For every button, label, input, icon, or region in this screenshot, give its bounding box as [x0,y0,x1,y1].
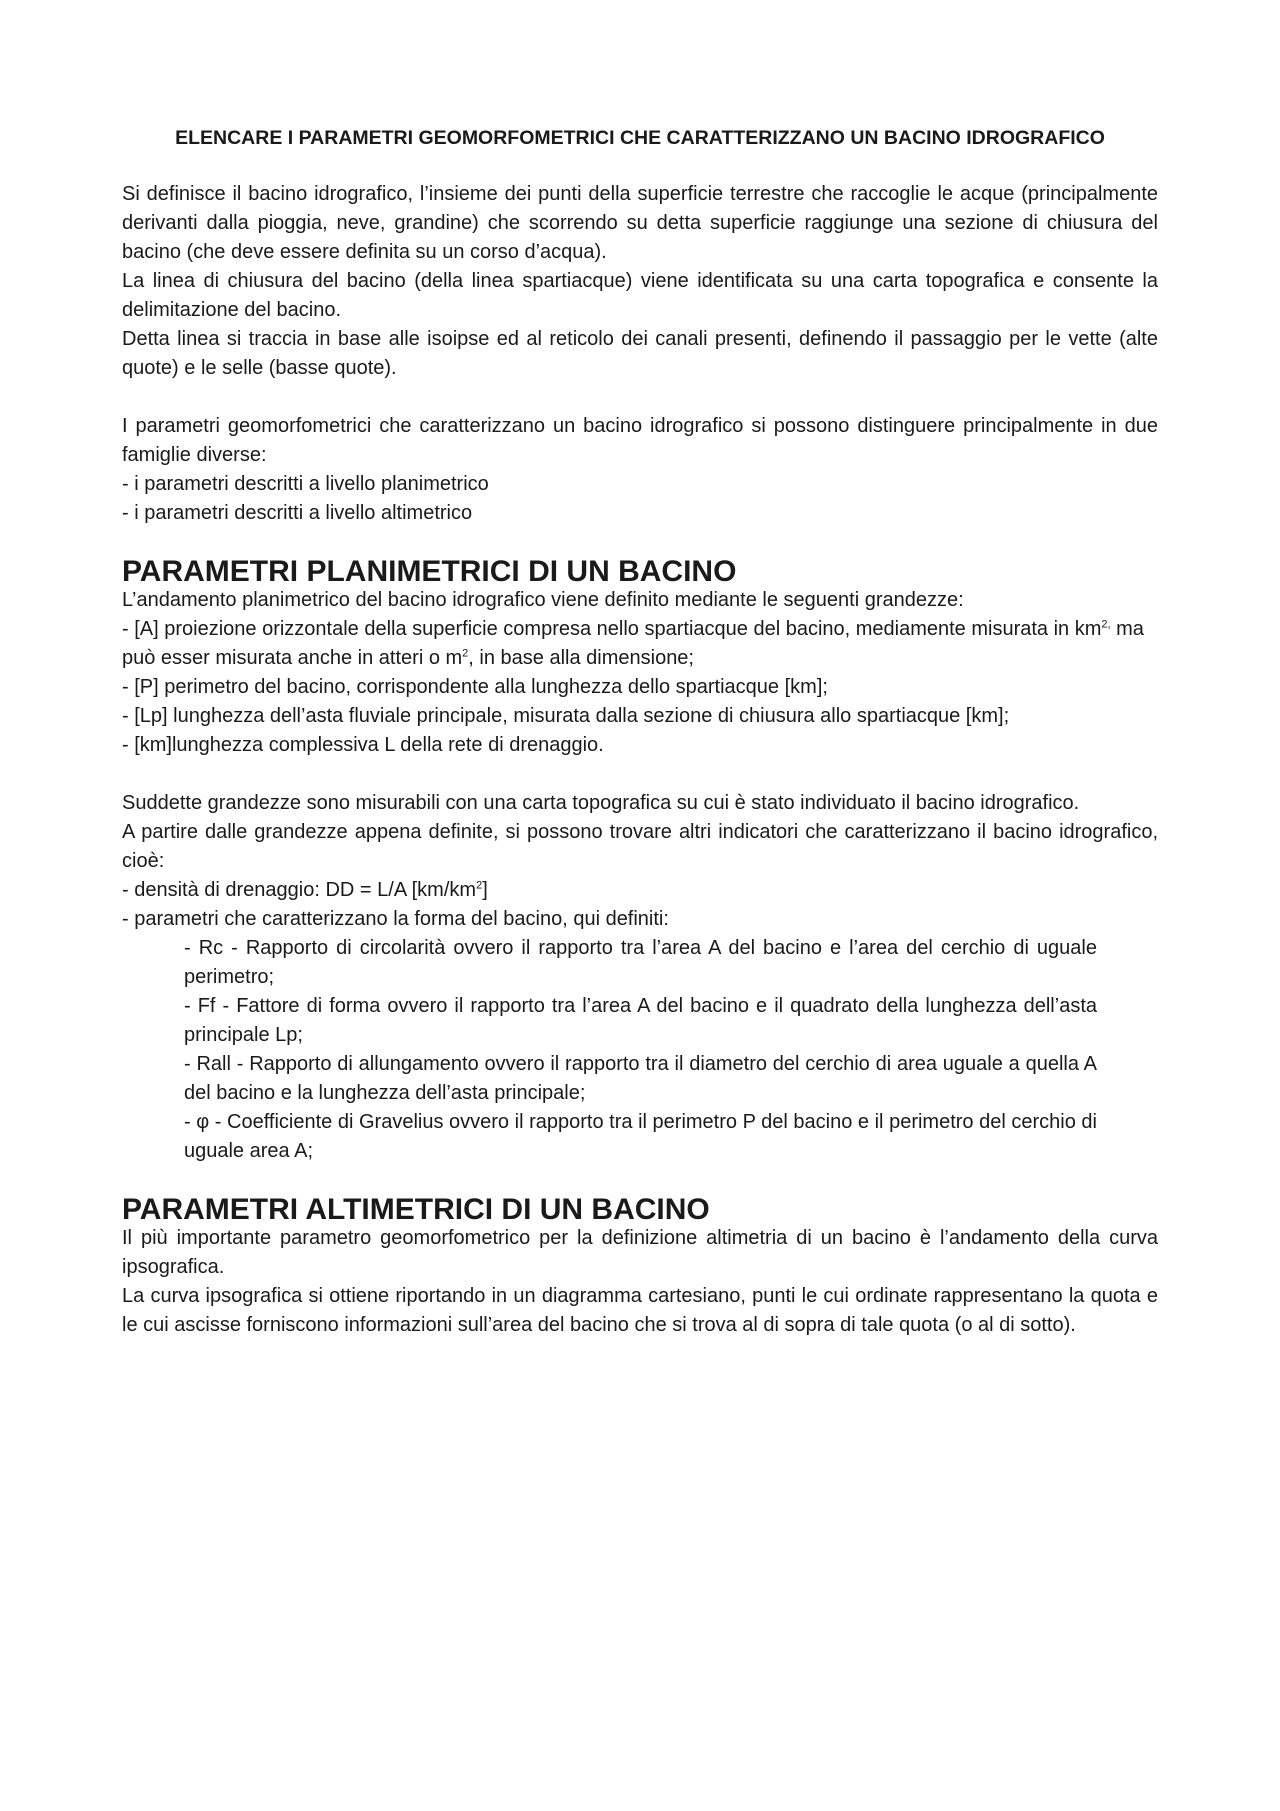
area-text-2: ma può esser misurata anche in atteri o m [122,618,1144,669]
planimetric-item-area [122,615,1158,673]
shape-parameters-list [122,934,1158,1166]
altimetric-paragraph-1: Il più importante parametro geomorfometrico per la definizione altimetria di un bacino è l’andamento della curva ipsografica. [122,1227,1158,1278]
drainage-density-item [122,876,1158,905]
planimetric-section [122,557,1158,760]
altimetric-section [122,1195,1158,1340]
density-text-2: ] [482,879,488,901]
families-paragraph: I parametri geomorfometrici che caratterizzano un bacino idrografico si possono distinguere principalmente in due famiglie diverse: [122,415,1158,466]
indicators-paragraph-2: A partire dalle grandezze appena definite, si possono trovare altri indicatori che caratterizzano il bacino idrografico, cioè: [122,821,1158,872]
planimetric-item-network-length: - [km]lunghezza complessiva L della rete di drenaggio. [122,734,604,756]
density-text-1: - densità di drenaggio: DD = L/A [km/km [122,879,477,901]
density-superscript: 2 [476,879,483,892]
document-title: ELENCARE I PARAMETRI GEOMORFOMETRICI CHE CARATTERIZZANO UN BACINO IDROGRAFICO [175,127,1105,149]
area-text-1: - [A] proiezione orizzontale della superficie compresa nello spartiacque del bacino, mediamente misurata in km [122,618,1102,640]
document-body [122,124,1158,1369]
altimetric-heading: PARAMETRI ALTIMETRICI DI UN BACINO [122,1193,710,1226]
planimetric-heading: PARAMETRI PLANIMETRICI DI UN BACINO [122,555,737,588]
families-section [122,412,1158,528]
area-superscript-2: 2 [462,647,469,660]
intro-paragraph-2: La linea di chiusura del bacino (della linea spartiacque) viene identificata su una carta topografica e consente la delimitazione del bacino. [122,270,1158,321]
intro-paragraph-1: Si definisce il bacino idrografico, l’insieme dei punti della superficie terrestre che raccoglie le acque (principalmente derivanti dalla pioggia, neve, grandine) che scorrendo su detta superficie raggiunge una sezione di chiusura del bacino (che deve essere definita su un corso d’acqua). [122,183,1158,263]
shape-item-rall: - Rall - Rapporto di allungamento ovvero il rapporto tra il diametro del cerchio di area uguale a quella A del bacino e la lunghezza dell’asta principale; [184,1053,1097,1104]
area-superscript-1: 2, [1101,618,1111,631]
planimetric-intro: L’andamento planimetrico del bacino idrografico viene definito mediante le seguenti grandezze: [122,589,964,611]
area-text-3: , in base alla dimensione; [468,647,694,669]
indicators-paragraph-1: Suddette grandezze sono misurabili con una carta topografica su cui è stato individuato il bacino idrografico. [122,792,1080,814]
intro-paragraph-3: Detta linea si traccia in base alle isoipse ed al reticolo dei canali presenti, definendo il passaggio per le vette (alte quote) e le selle (basse quote). [122,328,1158,379]
indicators-section [122,789,1158,1166]
intro-section [122,180,1158,383]
shape-item-ff: - Ff - Fattore di forma ovvero il rapporto tra l’area A del bacino e il quadrato della lunghezza dell’asta principale Lp; [184,995,1097,1046]
shape-parameters-intro: - parametri che caratterizzano la forma del bacino, qui definiti: [122,908,669,930]
planimetric-item-perimeter: - [P] perimetro del bacino, corrispondente alla lunghezza dello spartiacque [km]; [122,676,828,698]
altimetric-paragraph-2: La curva ipsografica si ottiene riportando in un diagramma cartesiano, punti le cui ordinate rappresentano la quota e le cui ascisse forniscono informazioni sull’area del bacino che si trova al di sopra di tale quota (o al di sotto). [122,1285,1158,1336]
planimetric-item-main-river-length: - [Lp] lunghezza dell’asta fluviale principale, misurata dalla sezione di chiusura allo spartiacque [km]; [122,705,1010,727]
families-item-altimetric: - i parametri descritti a livello altimetrico [122,502,473,524]
families-item-planimetric: - i parametri descritti a livello planimetrico [122,473,489,495]
shape-item-rc: - Rc - Rapporto di circolarità ovvero il rapporto tra l’area A del bacino e l’area del cerchio di uguale perimetro; [184,937,1097,988]
shape-item-gravelius: - φ - Coefficiente di Gravelius ovvero il rapporto tra il perimetro P del bacino e il perimetro del cerchio di uguale area A; [184,1111,1097,1162]
